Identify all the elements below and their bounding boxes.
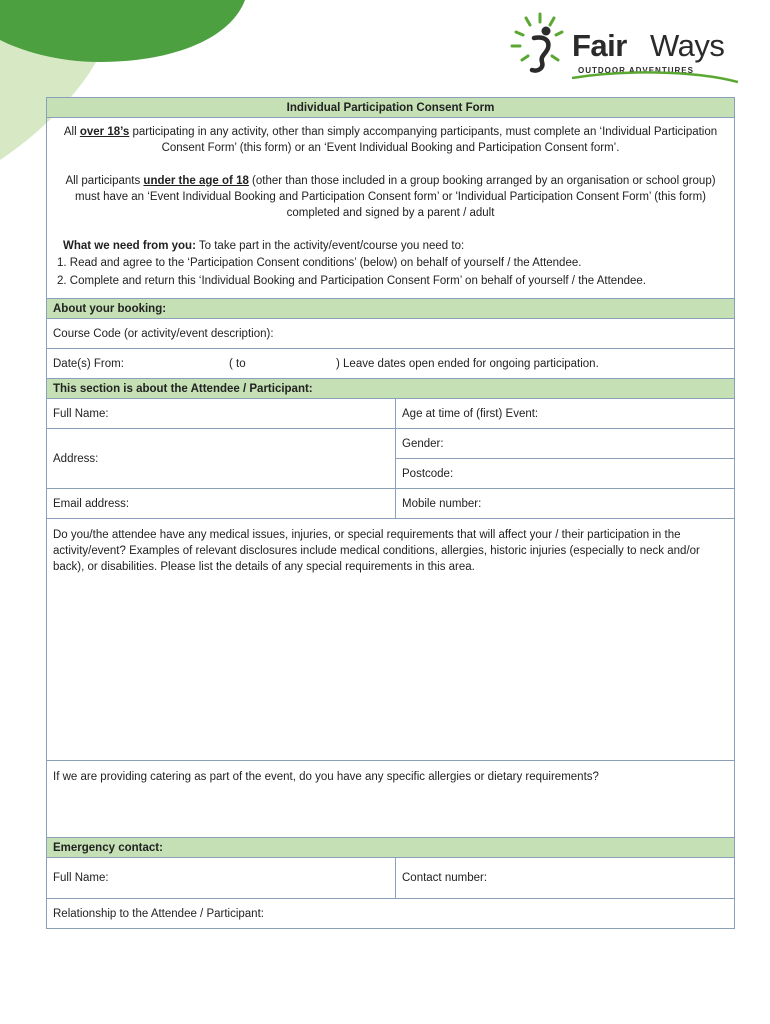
email-field[interactable]: Email address: <box>47 489 396 519</box>
logo-swoosh <box>572 70 738 84</box>
logo-text-ways: Ways <box>650 28 725 63</box>
postcode-field[interactable]: Postcode: <box>396 459 735 489</box>
steps-list <box>57 254 724 290</box>
mobile-field[interactable]: Mobile number: <box>396 489 735 519</box>
consent-form-table <box>46 97 735 929</box>
dates-note: ) Leave dates open ended for ongoing participation. <box>336 357 599 370</box>
emergency-contact-number-field[interactable]: Contact number: <box>396 858 735 899</box>
catering-allergies-field[interactable]: If we are providing catering as part of the event, do you have any specific allergies or dietary requirements? <box>47 761 735 838</box>
step-item: 1. Read and agree to the ‘Participation Consent conditions’ (below) on behalf of yourself / the Attendee. <box>57 257 582 269</box>
need-from-you: What we need from you: To take part in the activity/event/course you need to: <box>63 240 465 252</box>
intro-section <box>47 118 735 299</box>
dates-to-label: ( to <box>229 357 246 370</box>
emergency-full-name-field[interactable]: Full Name: <box>47 858 396 899</box>
step-item: 2. Complete and return this ‘Individual Booking and Participation Consent Form’ on behalf of yourself / the Attendee. <box>57 275 646 287</box>
fairways-logo <box>506 10 738 84</box>
address-field[interactable]: Address: <box>47 429 396 489</box>
figure-icon <box>506 10 576 84</box>
gender-field[interactable]: Gender: <box>396 429 735 459</box>
emergency-section-heading: Emergency contact: <box>47 838 735 858</box>
intro-paragraph-adults: All over 18’s participating in any activity, other than simply accompanying participants, must complete an ‘Individual Participation Consent Form’ (this form) or an ‘Event Individual Booking and Participation Consent form’. <box>63 126 718 154</box>
booking-section-heading: About your booking: <box>47 299 735 319</box>
form-title: Individual Participation Consent Form <box>47 98 735 118</box>
medical-requirements-field[interactable]: Do you/the attendee have any medical issues, injuries, or special requirements that will affect your / their participation in the activity/event? Examples of relevant disclosures include medical conditions, allergies, historic injuries (especially to neck and/or back), or disabilities. Please list the details of any special requirements in this area. <box>47 519 735 761</box>
full-name-field[interactable]: Full Name: <box>47 399 396 429</box>
logo-tagline: OUTDOOR ADVENTURES <box>578 66 694 75</box>
age-field[interactable]: Age at time of (first) Event: <box>396 399 735 429</box>
intro-paragraph-minors: All participants under the age of 18 (other than those included in a group booking arranged by an organisation or school group) must have an ‘Event Individual Booking and Participation Consent form’ or 'Individual Participation Consent Form’ (this form) completed and signed by a parent / adult <box>65 175 716 219</box>
course-code-field[interactable]: Course Code (or activity/event description): <box>47 319 735 349</box>
dates-field[interactable] <box>47 349 735 379</box>
relationship-field[interactable]: Relationship to the Attendee / Participant: <box>47 899 735 929</box>
attendee-section-heading: This section is about the Attendee / Participant: <box>47 379 735 399</box>
logo-text-fair: Fair <box>572 28 627 63</box>
dates-from-label: Date(s) From: <box>53 357 124 370</box>
